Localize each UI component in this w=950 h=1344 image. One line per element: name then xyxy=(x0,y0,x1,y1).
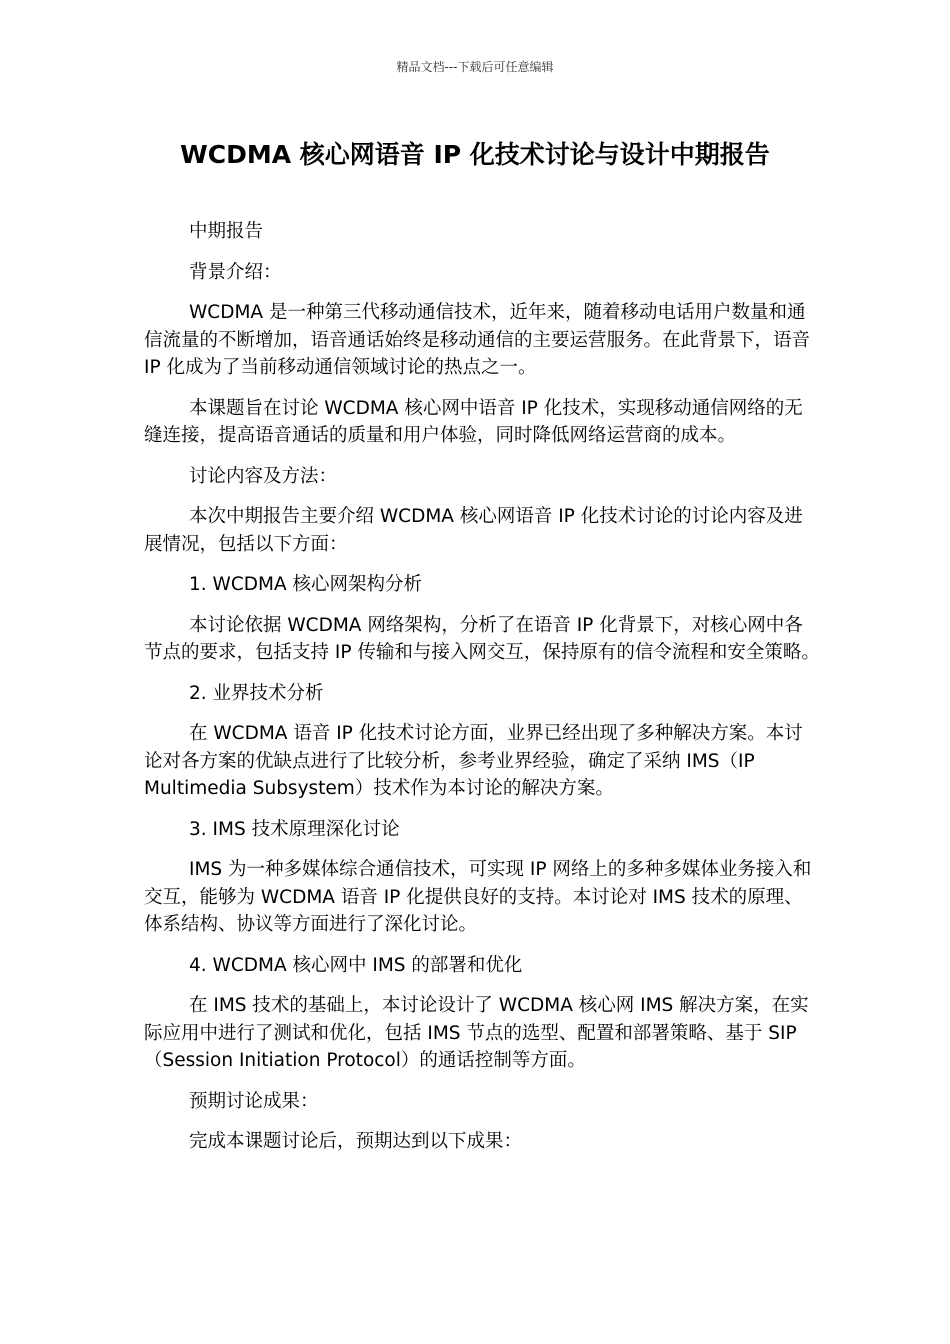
paragraph-item-2-text: 在 WCDMA 语音 IP 化技术讨论方面，业界已经出现了多种解决方案。本讨论对各方案的优缺点进行了比较分析，参考业界经验，确定了采纳 IMS（IP Multimedia Subsystem）技术作为本讨论的解决方案。 xyxy=(144,723,803,799)
document-body xyxy=(144,218,820,1169)
page-title: WCDMA 核心网语音 IP 化技术讨论与设计中期报告 xyxy=(180,140,770,169)
paragraph-item-3-text: IMS 为一种多媒体综合通信技术，可实现 IP 网络上的多种多媒体业务接入和交互，能够为 WCDMA 语音 IP 化提供良好的支持。本讨论对 IMS 技术的原理、体系结构、协议等方面进行了深化讨论。 xyxy=(144,859,812,935)
header-note: 精品文档---下载后可任意编辑 xyxy=(396,60,554,74)
paragraph-item-4-heading: 4. WCDMA 核心网中 IMS 的部署和优化 xyxy=(189,954,523,976)
paragraph-background-heading: 背景介绍： xyxy=(189,261,282,283)
paragraph-item-3-heading: 3. IMS 技术原理深化讨论 xyxy=(189,818,400,840)
paragraph-content-heading: 讨论内容及方法： xyxy=(189,465,338,487)
paragraph-item-2-heading: 2. 业界技术分析 xyxy=(189,682,324,704)
paragraph-background-text: WCDMA 是一种第三代移动通信技术，近年来，随着移动电话用户数量和通信流量的不断增加，语音通话始终是移动通信的主要运营服务。在此背景下，语音 IP 化成为了当前移动通信领域讨论的热点之一。 xyxy=(144,302,811,378)
paragraph-results-heading: 预期讨论成果： xyxy=(189,1090,319,1112)
paragraph-item-1-text: 本讨论依据 WCDMA 网络架构，分析了在语音 IP 化背景下，对核心网中各节点的要求，包括支持 IP 传输和与接入网交互，保持原有的信令流程和安全策略。 xyxy=(144,614,820,663)
paragraph-results-intro: 完成本课题讨论后，预期达到以下成果： xyxy=(189,1131,523,1152)
paragraph-topic-aim: 本课题旨在讨论 WCDMA 核心网中语音 IP 化技术，实现移动通信网络的无缝连接，提高语音通话的质量和用户体验，同时降低网络运营商的成本。 xyxy=(144,397,803,446)
paragraph-report-label: 中期报告 xyxy=(189,221,264,242)
paragraph-item-1-heading: 1. WCDMA 核心网架构分析 xyxy=(189,574,422,595)
paragraph-item-4-text: 在 IMS 技术的基础上，本讨论设计了 WCDMA 核心网 IMS 解决方案，在实际应用中进行了测试和优化，包括 IMS 节点的选型、配置和部署策略、基于 SIP（Session Initiation Protocol）的通话控制等方面。 xyxy=(144,995,809,1071)
paragraph-content-intro: 本次中期报告主要介绍 WCDMA 核心网语音 IP 化技术讨论的讨论内容及进展情况，包括以下方面： xyxy=(144,506,803,555)
